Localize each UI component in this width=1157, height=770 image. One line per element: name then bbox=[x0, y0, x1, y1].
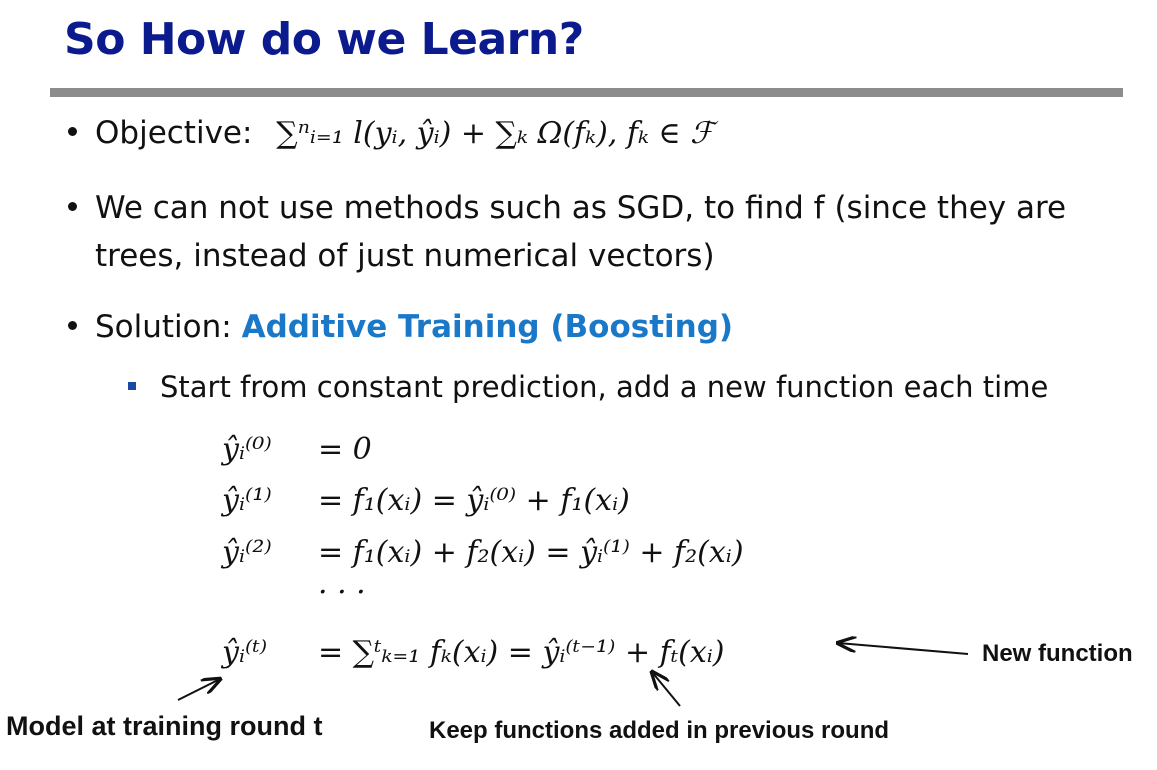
model-round-label: Model at training round t bbox=[6, 711, 323, 741]
equation-rhs-ellipsis: · · · bbox=[318, 575, 366, 610]
keep-functions-label: Keep functions added in previous round bbox=[429, 717, 890, 744]
equation-lhs: ŷᵢ⁽ᵗ⁾ bbox=[222, 635, 268, 670]
equation-lhs: ŷᵢ⁽²⁾ bbox=[222, 535, 272, 570]
sub-bullet-text: Start from constant prediction, add a new function each time bbox=[160, 370, 1049, 404]
equation-rhs: = 0 bbox=[318, 432, 372, 467]
equation-rhs: = f₁(xᵢ) + f₂(xᵢ) = ŷᵢ⁽¹⁾ + f₂(xᵢ) bbox=[318, 535, 744, 570]
keep-functions-arrow-icon bbox=[652, 672, 680, 706]
model-round-arrow-icon bbox=[178, 679, 220, 700]
equation-rhs: = f₁(xᵢ) = ŷᵢ⁽⁰⁾ + f₁(xᵢ) bbox=[318, 483, 630, 518]
equation-lhs: ŷᵢ⁽¹⁾ bbox=[222, 483, 272, 518]
objective-formula: ∑ⁿᵢ₌₁ l(yᵢ, ŷᵢ) + ∑ₖ Ω(fₖ), fₖ ∈ ℱ bbox=[276, 116, 714, 151]
equation-lhs: ŷᵢ⁽⁰⁾ bbox=[222, 432, 272, 467]
new-function-arrow-icon bbox=[838, 643, 968, 654]
slide-title: So How do we Learn? bbox=[64, 14, 584, 65]
new-function-label: New function bbox=[982, 640, 1133, 667]
solution-label: Solution: bbox=[95, 309, 232, 345]
sgd-line-2: trees, instead of just numerical vectors) bbox=[95, 238, 715, 274]
sgd-line-1: We can not use methods such as SGD, to find f (since they are bbox=[95, 190, 1067, 226]
equation-rhs: = ∑ᵗₖ₌₁ fₖ(xᵢ) = ŷᵢ⁽ᵗ⁻¹⁾ + fₜ(xᵢ) bbox=[318, 635, 725, 670]
solution-highlight: Additive Training (Boosting) bbox=[241, 309, 734, 345]
objective-label: Objective: bbox=[95, 115, 253, 151]
